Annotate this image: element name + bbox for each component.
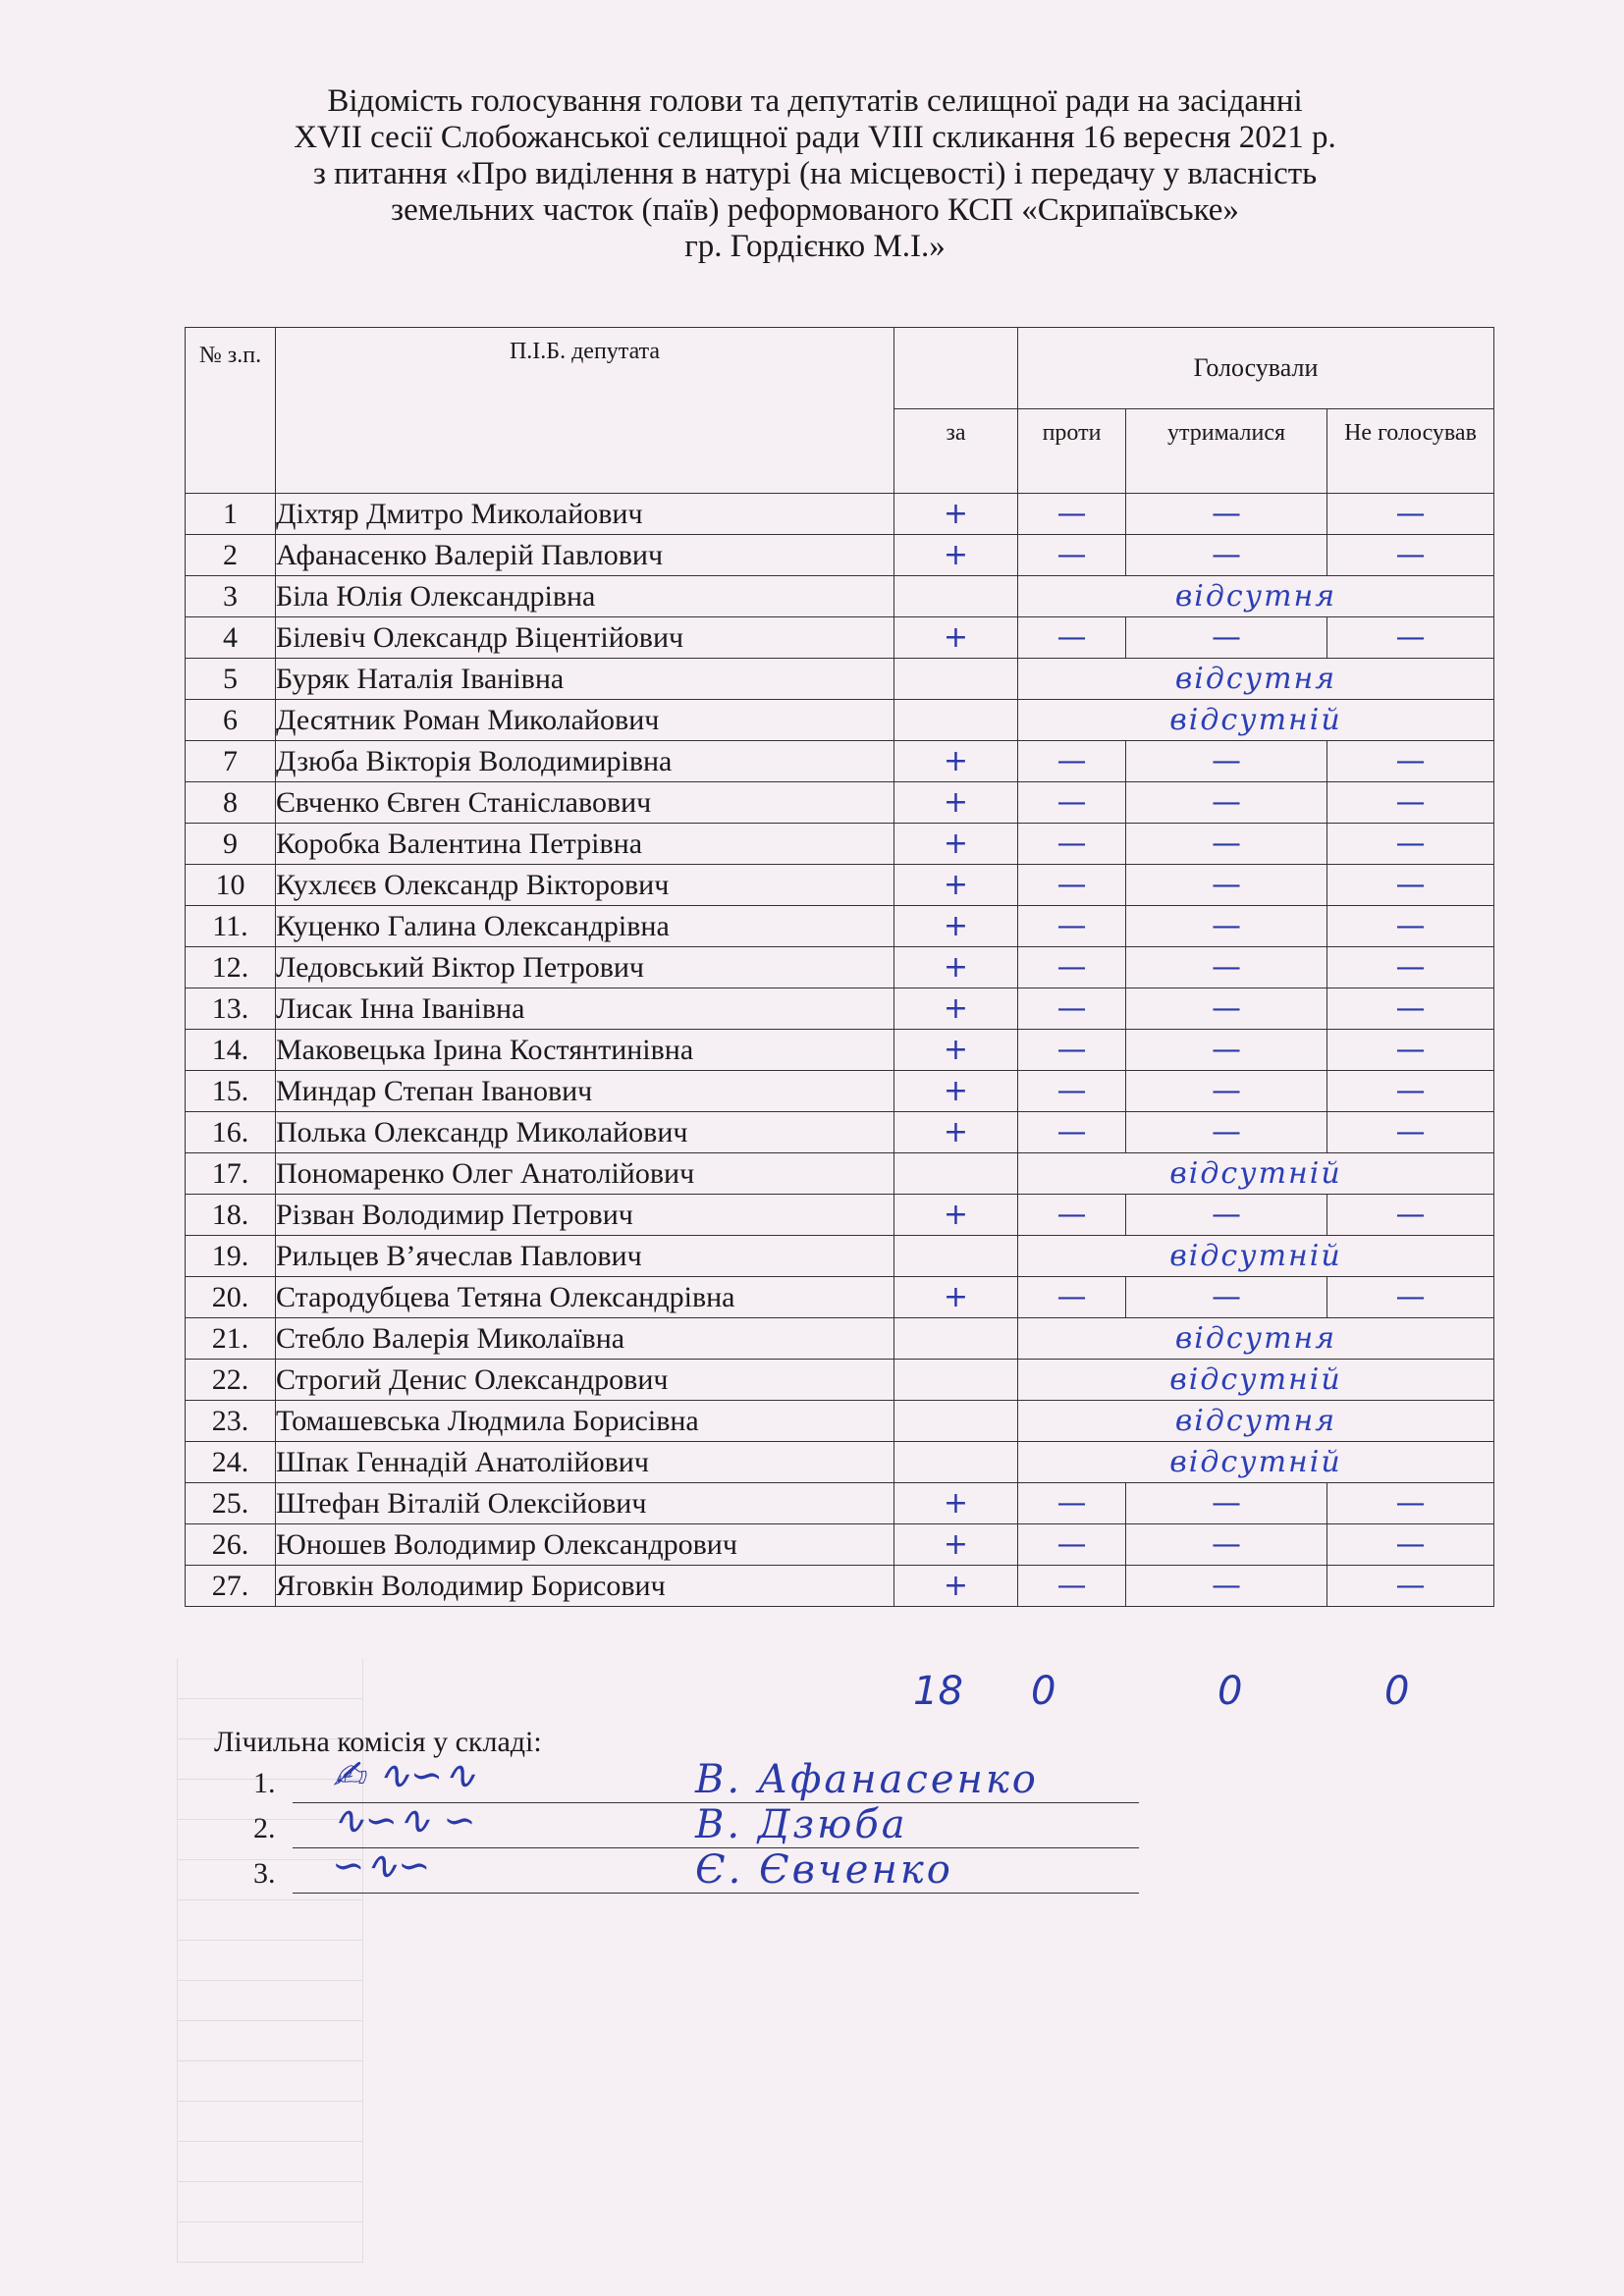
table-row (186, 659, 1494, 700)
vote-for-cell (894, 1236, 1018, 1277)
member-name: В. Афанасенко (695, 1757, 1039, 1802)
deputy-name: Рильцев В’ячеслав Павлович (276, 1236, 894, 1277)
table-row (186, 1524, 1494, 1566)
signature-icon: ∿∽∿ ∽ (332, 1798, 476, 1843)
commission-list (253, 1753, 1137, 1902)
deputy-name: Шпак Геннадій Анатолійович (276, 1442, 894, 1483)
deputy-name: Біла Юлія Олександрівна (276, 576, 894, 617)
absent-note: відсутня (1018, 1401, 1494, 1442)
vote-abstain-mark: — (1126, 494, 1327, 535)
header-voted: Голосували (1018, 328, 1494, 409)
table-row (186, 1030, 1494, 1071)
table-row (186, 1442, 1494, 1483)
heading-line: Відомість голосування голови та депутатів селищної ради на засіданні (327, 83, 1303, 119)
header-novote: Не голосував (1327, 409, 1494, 494)
table-row (186, 700, 1494, 741)
vote-against-mark: — (1018, 741, 1126, 782)
deputy-name: Білевіч Олександр Віцентійович (276, 617, 894, 659)
deputy-name: Коробка Валентина Петрівна (276, 824, 894, 865)
deputy-name: Лисак Інна Іванівна (276, 988, 894, 1030)
row-number: 15. (186, 1071, 276, 1112)
deputy-name: Штефан Віталій Олексійович (276, 1483, 894, 1524)
deputy-name: Миндар Степан Іванович (276, 1071, 894, 1112)
deputy-name: Стебло Валерія Миколаївна (276, 1318, 894, 1360)
header-abstain: утрималися (1126, 409, 1327, 494)
deputy-name: Полька Олександр Миколайович (276, 1112, 894, 1153)
deputy-name: Пономаренко Олег Анатолійович (276, 1153, 894, 1195)
deputy-name: Десятник Роман Миколайович (276, 700, 894, 741)
vote-novote-mark: — (1327, 1483, 1494, 1524)
vote-against-mark: — (1018, 535, 1126, 576)
signature-line (293, 1893, 1139, 1894)
vote-novote-mark: — (1327, 535, 1494, 576)
total-against: 0 (1031, 1669, 1056, 1714)
row-number: 9 (186, 824, 276, 865)
vote-against-mark: — (1018, 1277, 1126, 1318)
vote-for-mark: + (894, 1483, 1018, 1524)
deputy-name: Маковецька Ірина Костянтинівна (276, 1030, 894, 1071)
document-heading (187, 83, 1443, 265)
vote-novote-mark: — (1327, 782, 1494, 824)
vote-for-mark: + (894, 741, 1018, 782)
vote-novote-mark: — (1327, 1566, 1494, 1607)
vote-abstain-mark: — (1126, 1195, 1327, 1236)
deputy-name: Куценко Галина Олександрівна (276, 906, 894, 947)
table-row (186, 1195, 1494, 1236)
vote-abstain-mark: — (1126, 782, 1327, 824)
table-row (186, 741, 1494, 782)
deputy-name: Євченко Євген Станіславович (276, 782, 894, 824)
row-number: 1 (186, 494, 276, 535)
table-row (186, 865, 1494, 906)
table-row (186, 1360, 1494, 1401)
row-number: 14. (186, 1030, 276, 1071)
vote-for-mark: + (894, 865, 1018, 906)
vote-abstain-mark: — (1126, 1566, 1327, 1607)
deputy-name: Дзюба Вікторія Володимирівна (276, 741, 894, 782)
table-row (186, 1566, 1494, 1607)
deputy-name: Яговкін Володимир Борисович (276, 1566, 894, 1607)
ghost-reverse-table (177, 1659, 363, 2248)
deputy-name: Строгий Денис Олександрович (276, 1360, 894, 1401)
table-row (186, 1318, 1494, 1360)
vote-abstain-mark: — (1126, 865, 1327, 906)
vote-novote-mark: — (1327, 1071, 1494, 1112)
vote-for-mark: + (894, 1277, 1018, 1318)
vote-for-mark: + (894, 824, 1018, 865)
row-number: 27. (186, 1566, 276, 1607)
vote-against-mark: — (1018, 947, 1126, 988)
row-number: 24. (186, 1442, 276, 1483)
row-number: 10 (186, 865, 276, 906)
header-empty (894, 328, 1018, 409)
vote-for-mark: + (894, 1030, 1018, 1071)
vote-abstain-mark: — (1126, 1030, 1327, 1071)
vote-abstain-mark: — (1126, 617, 1327, 659)
table-row (186, 906, 1494, 947)
vote-abstain-mark: — (1126, 1483, 1327, 1524)
vote-for-cell (894, 700, 1018, 741)
vote-for-cell (894, 1360, 1018, 1401)
member-name: В. Дзюба (695, 1802, 908, 1847)
table-row (186, 1401, 1494, 1442)
table-row (186, 782, 1494, 824)
vote-for-mark: + (894, 1524, 1018, 1566)
deputy-name: Кухлєєв Олександр Вікторович (276, 865, 894, 906)
vote-for-cell (894, 659, 1018, 700)
absent-note: відсутня (1018, 1318, 1494, 1360)
vote-for-mark: + (894, 782, 1018, 824)
vote-novote-mark: — (1327, 824, 1494, 865)
vote-against-mark: — (1018, 494, 1126, 535)
vote-for-mark: + (894, 1566, 1018, 1607)
member-name: Є. Євченко (695, 1847, 953, 1893)
table-row (186, 1236, 1494, 1277)
header-against: проти (1018, 409, 1126, 494)
vote-against-mark: — (1018, 1566, 1126, 1607)
row-number: 21. (186, 1318, 276, 1360)
vote-novote-mark: — (1327, 617, 1494, 659)
absent-note: відсутній (1018, 1153, 1494, 1195)
deputy-name: Юношев Володимир Олександрович (276, 1524, 894, 1566)
heading-line: з питання «Про виділення в натурі (на місцевості) і передачу у власність (312, 156, 1318, 191)
heading-line: XVII сесії Слобожанської селищної ради VIII скликання 16 вересня 2021 р. (294, 120, 1336, 155)
vote-abstain-mark: — (1126, 741, 1327, 782)
table-row (186, 824, 1494, 865)
row-number: 8 (186, 782, 276, 824)
deputy-name: Буряк Наталія Іванівна (276, 659, 894, 700)
commission-member (253, 1843, 1137, 1902)
vote-for-mark: + (894, 535, 1018, 576)
vote-novote-mark: — (1327, 1030, 1494, 1071)
vote-novote-mark: — (1327, 1195, 1494, 1236)
vote-for-mark: + (894, 1195, 1018, 1236)
vote-abstain-mark: — (1126, 947, 1327, 988)
vote-against-mark: — (1018, 1071, 1126, 1112)
vote-for-mark: + (894, 1071, 1018, 1112)
vote-for-cell (894, 1318, 1018, 1360)
vote-against-mark: — (1018, 1483, 1126, 1524)
row-number: 7 (186, 741, 276, 782)
table-row (186, 1483, 1494, 1524)
vote-abstain-mark: — (1126, 906, 1327, 947)
commission-title: Лічильна комісія у складі: (214, 1726, 542, 1758)
deputy-name: Томашевська Людмила Борисівна (276, 1401, 894, 1442)
total-novote: 0 (1384, 1669, 1410, 1714)
voting-table-body (186, 494, 1494, 1607)
row-number: 13. (186, 988, 276, 1030)
vote-against-mark: — (1018, 906, 1126, 947)
member-number: 3. (253, 1857, 276, 1890)
absent-note: відсутня (1018, 659, 1494, 700)
vote-against-mark: — (1018, 617, 1126, 659)
row-number: 18. (186, 1195, 276, 1236)
total-abstain: 0 (1218, 1669, 1243, 1714)
vote-abstain-mark: — (1126, 1277, 1327, 1318)
member-number: 1. (253, 1767, 276, 1799)
member-number: 2. (253, 1812, 276, 1844)
vote-abstain-mark: — (1126, 535, 1327, 576)
deputy-name: Ледовський Віктор Петрович (276, 947, 894, 988)
absent-note: відсутній (1018, 1442, 1494, 1483)
row-number: 26. (186, 1524, 276, 1566)
row-number: 11. (186, 906, 276, 947)
vote-for-mark: + (894, 988, 1018, 1030)
row-number: 2 (186, 535, 276, 576)
table-row (186, 494, 1494, 535)
vote-abstain-mark: — (1126, 1524, 1327, 1566)
vote-against-mark: — (1018, 782, 1126, 824)
row-number: 16. (186, 1112, 276, 1153)
row-number: 17. (186, 1153, 276, 1195)
vote-against-mark: — (1018, 865, 1126, 906)
vote-against-mark: — (1018, 988, 1126, 1030)
vote-abstain-mark: — (1126, 1112, 1327, 1153)
vote-novote-mark: — (1327, 947, 1494, 988)
heading-line: земельних часток (паїв) реформованого КСП «Скрипаївське» (391, 192, 1239, 228)
row-number: 12. (186, 947, 276, 988)
deputy-name: Діхтяр Дмитро Миколайович (276, 494, 894, 535)
table-row (186, 535, 1494, 576)
vote-against-mark: — (1018, 1030, 1126, 1071)
vote-novote-mark: — (1327, 1112, 1494, 1153)
header-name: П.І.Б. депутата (276, 328, 894, 494)
vote-against-mark: — (1018, 1524, 1126, 1566)
table-row (186, 617, 1494, 659)
vote-abstain-mark: — (1126, 1071, 1327, 1112)
table-row (186, 947, 1494, 988)
vote-abstain-mark: — (1126, 824, 1327, 865)
vote-novote-mark: — (1327, 1524, 1494, 1566)
absent-note: відсутній (1018, 1236, 1494, 1277)
vote-novote-mark: — (1327, 1277, 1494, 1318)
vote-for-cell (894, 1401, 1018, 1442)
absent-note: відсутній (1018, 700, 1494, 741)
row-number: 4 (186, 617, 276, 659)
vote-for-mark: + (894, 947, 1018, 988)
table-row (186, 988, 1494, 1030)
signature-icon: ∽∿∽ (332, 1843, 431, 1889)
vote-novote-mark: — (1327, 988, 1494, 1030)
row-number: 3 (186, 576, 276, 617)
vote-for-mark: + (894, 617, 1018, 659)
row-number: 25. (186, 1483, 276, 1524)
vote-abstain-mark: — (1126, 988, 1327, 1030)
signature-icon: ✍︎ ∿∽∿ (332, 1753, 476, 1798)
vote-novote-mark: — (1327, 865, 1494, 906)
vote-for-mark: + (894, 494, 1018, 535)
deputy-name: Стародубцева Тетяна Олександрівна (276, 1277, 894, 1318)
table-row (186, 1112, 1494, 1153)
vote-for-cell (894, 1153, 1018, 1195)
row-number: 20. (186, 1277, 276, 1318)
absent-note: відсутня (1018, 576, 1494, 617)
table-row (186, 1153, 1494, 1195)
vote-against-mark: — (1018, 1112, 1126, 1153)
vote-novote-mark: — (1327, 906, 1494, 947)
voting-table (185, 327, 1494, 1607)
heading-line: гр. Гордієнко М.І.» (684, 229, 946, 264)
vote-against-mark: — (1018, 824, 1126, 865)
total-for: 18 (913, 1669, 963, 1714)
vote-for-cell (894, 576, 1018, 617)
absent-note: відсутній (1018, 1360, 1494, 1401)
table-row (186, 1071, 1494, 1112)
vote-for-mark: + (894, 906, 1018, 947)
vote-for-mark: + (894, 1112, 1018, 1153)
deputy-name: Афанасенко Валерій Павлович (276, 535, 894, 576)
row-number: 23. (186, 1401, 276, 1442)
vote-for-cell (894, 1442, 1018, 1483)
header-for: за (894, 409, 1018, 494)
vote-against-mark: — (1018, 1195, 1126, 1236)
table-row (186, 1277, 1494, 1318)
header-number: № з.п. (186, 328, 276, 494)
deputy-name: Різван Володимир Петрович (276, 1195, 894, 1236)
row-number: 22. (186, 1360, 276, 1401)
row-number: 19. (186, 1236, 276, 1277)
vote-novote-mark: — (1327, 741, 1494, 782)
table-row (186, 576, 1494, 617)
vote-novote-mark: — (1327, 494, 1494, 535)
row-number: 6 (186, 700, 276, 741)
row-number: 5 (186, 659, 276, 700)
